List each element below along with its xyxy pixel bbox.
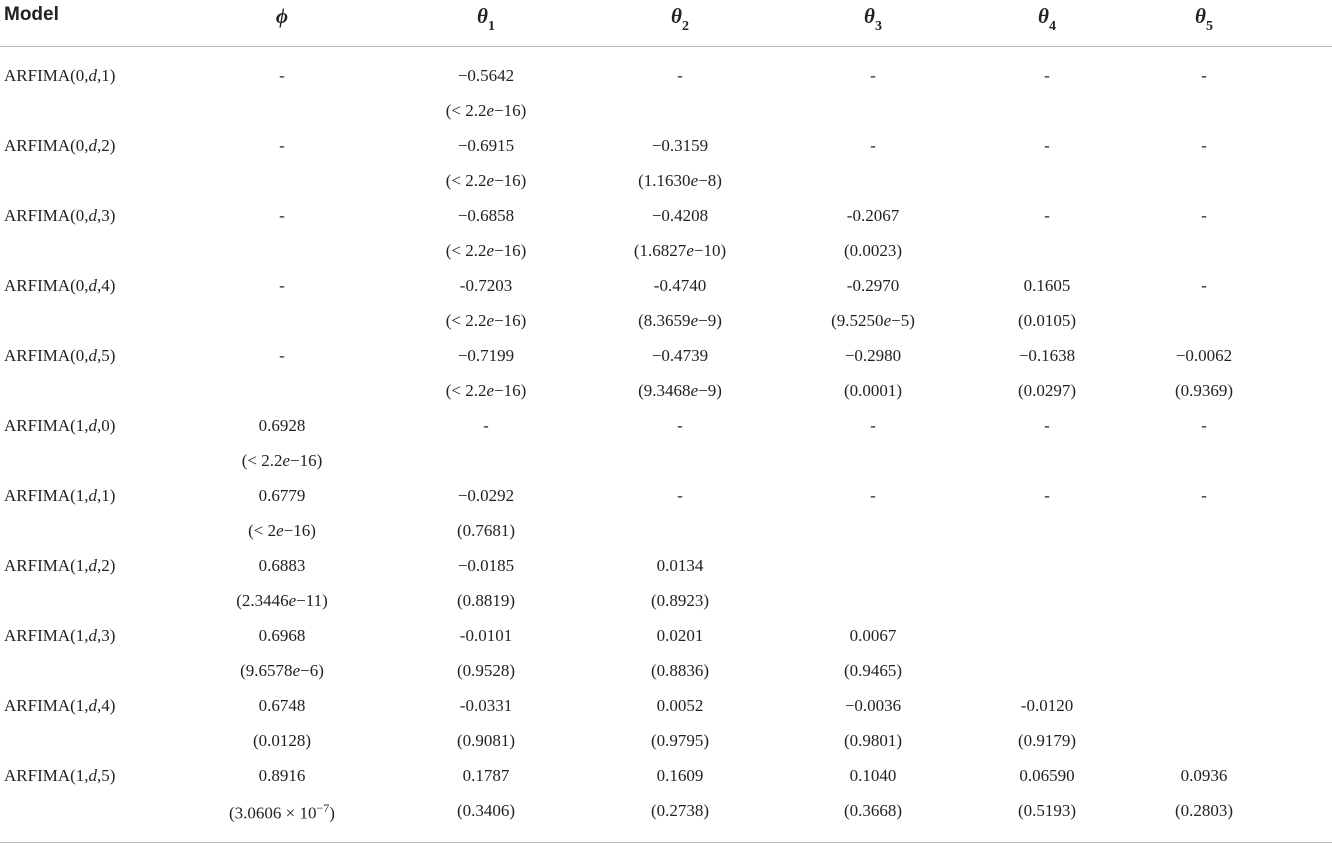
estimate-cell: - [1044, 206, 1050, 225]
row-model-label: ARFIMA(1,d,4) [4, 696, 116, 715]
estimate-cell: - [279, 276, 285, 295]
pvalue-cell: (0.0023) [843, 241, 903, 260]
row-model-label: ARFIMA(1,d,2) [4, 556, 116, 575]
estimate-cell: −0.0062 [1175, 346, 1233, 365]
pvalue-cell: (< 2.2e−16) [241, 451, 323, 470]
estimate-cell: - [279, 136, 285, 155]
estimate-cell: −0.0185 [457, 556, 515, 575]
estimate-cell: -0.0101 [459, 626, 513, 645]
pvalue-cell: (< 2e−16) [248, 521, 316, 540]
estimate-cell: 0.0067 [849, 626, 897, 645]
estimate-cell: −0.2980 [844, 346, 902, 365]
header-model: Model [4, 4, 59, 25]
estimate-cell: 0.8916 [258, 766, 306, 785]
header-rule [0, 46, 1332, 47]
pvalue-cell: (< 2.2e−16) [445, 171, 527, 190]
pvalue-cell: (0.8836) [650, 661, 710, 680]
estimate-cell: −0.0036 [844, 696, 902, 715]
estimate-cell: - [1044, 416, 1050, 435]
estimate-cell: - [870, 486, 876, 505]
estimate-cell: 0.0936 [1180, 766, 1228, 785]
row-model-label: ARFIMA(1,d,1) [4, 486, 116, 505]
estimate-cell: 0.1787 [462, 766, 510, 785]
estimate-cell: -0.0120 [1020, 696, 1074, 715]
estimate-cell: - [1044, 486, 1050, 505]
estimate-cell: 0.1040 [849, 766, 897, 785]
pvalue-cell: (0.0297) [1017, 381, 1077, 400]
estimate-cell: - [279, 66, 285, 85]
estimate-cell: 0.6928 [258, 416, 306, 435]
pvalue-cell: (0.5193) [1017, 801, 1077, 820]
pvalue-cell: (0.3406) [456, 801, 516, 820]
estimate-cell: 0.1609 [656, 766, 704, 785]
pvalue-cell: (0.8923) [650, 591, 710, 610]
pvalue-cell: (0.9369) [1174, 381, 1234, 400]
row-model-label: ARFIMA(0,d,5) [4, 346, 116, 365]
estimate-cell: −0.3159 [651, 136, 709, 155]
estimate-cell: - [1201, 206, 1207, 225]
estimate-cell: - [870, 66, 876, 85]
estimate-cell: - [1201, 66, 1207, 85]
pvalue-cell: (< 2.2e−16) [445, 381, 527, 400]
pvalue-cell: (0.0128) [252, 731, 312, 750]
estimate-cell: - [483, 416, 489, 435]
pvalue-cell: $(3.0606 \times 10^{-7})$ [229, 801, 335, 823]
header-theta-4: $\theta_4$ [1038, 4, 1056, 35]
pvalue-cell: (0.9795) [650, 731, 710, 750]
header-theta-2: $\theta_2$ [671, 4, 689, 35]
estimate-cell: - [677, 66, 683, 85]
estimate-cell: - [1201, 416, 1207, 435]
estimate-cell: −0.1638 [1018, 346, 1076, 365]
estimate-cell: −0.5642 [457, 66, 515, 85]
estimate-cell: - [870, 416, 876, 435]
pvalue-cell: (0.9801) [843, 731, 903, 750]
estimate-cell: 0.6968 [258, 626, 306, 645]
pvalue-cell: (< 2.2e−16) [445, 311, 527, 330]
row-model-label: ARFIMA(0,d,4) [4, 276, 116, 295]
table-header [0, 0, 1332, 36]
pvalue-cell: (2.3446e−11) [236, 591, 328, 610]
estimate-cell: −0.4208 [651, 206, 709, 225]
estimate-cell: 0.6748 [258, 696, 306, 715]
pvalue-cell: (9.3468e−9) [638, 381, 722, 400]
estimate-cell: - [1201, 276, 1207, 295]
pvalue-cell: (1.1630e−8) [638, 171, 722, 190]
pvalue-cell: (0.9465) [843, 661, 903, 680]
estimate-cell: - [1044, 66, 1050, 85]
estimate-cell: -0.2067 [846, 206, 900, 225]
estimate-cell: - [1201, 486, 1207, 505]
estimate-cell: - [677, 416, 683, 435]
pvalue-cell: (0.2803) [1174, 801, 1234, 820]
estimate-cell: −0.7199 [457, 346, 515, 365]
row-model-label: ARFIMA(1,d,3) [4, 626, 116, 645]
pvalue-cell: (9.5250e−5) [831, 311, 915, 330]
pvalue-cell: (< 2.2e−16) [445, 241, 527, 260]
row-model-label: ARFIMA(0,d,2) [4, 136, 116, 155]
estimate-cell: 0.6779 [258, 486, 306, 505]
estimate-cell: 0.0201 [656, 626, 704, 645]
estimate-cell: -0.0331 [459, 696, 513, 715]
estimate-cell: - [1201, 136, 1207, 155]
pvalue-cell: (1.6827e−10) [633, 241, 727, 260]
header-theta-3: $\theta_3$ [864, 4, 882, 35]
estimate-cell: 0.0052 [656, 696, 704, 715]
pvalue-cell: (0.7681) [456, 521, 516, 540]
estimate-cell: -0.2970 [846, 276, 900, 295]
header-theta-5: $\theta_5$ [1195, 4, 1213, 35]
pvalue-cell: (0.0001) [843, 381, 903, 400]
header-phi: ϕ [275, 4, 289, 28]
estimate-cell: 0.1605 [1023, 276, 1071, 295]
estimate-cell: -0.4740 [653, 276, 707, 295]
header-theta-1: $\theta_1$ [477, 4, 495, 35]
estimate-cell: - [677, 486, 683, 505]
pvalue-cell: (8.3659e−9) [638, 311, 722, 330]
bottom-rule [0, 842, 1332, 843]
estimate-cell: - [1044, 136, 1050, 155]
pvalue-cell: (0.9179) [1017, 731, 1077, 750]
estimate-cell: −0.6858 [457, 206, 515, 225]
estimate-cell: - [870, 136, 876, 155]
row-model-label: ARFIMA(0,d,1) [4, 66, 116, 85]
pvalue-cell: (0.8819) [456, 591, 516, 610]
estimate-cell: 0.06590 [1019, 766, 1075, 785]
estimate-cell: -0.7203 [459, 276, 513, 295]
pvalue-cell: (0.2738) [650, 801, 710, 820]
pvalue-cell: (< 2.2e−16) [445, 101, 527, 120]
pvalue-cell: (0.9081) [456, 731, 516, 750]
row-model-label: ARFIMA(1,d,5) [4, 766, 116, 785]
pvalue-cell: (0.9528) [456, 661, 516, 680]
row-model-label: ARFIMA(0,d,3) [4, 206, 116, 225]
estimate-cell: −0.4739 [651, 346, 709, 365]
estimate-cell: 0.0134 [656, 556, 704, 575]
row-model-label: ARFIMA(1,d,0) [4, 416, 116, 435]
estimate-cell: −0.6915 [457, 136, 515, 155]
estimate-cell: - [279, 346, 285, 365]
pvalue-cell: (0.3668) [843, 801, 903, 820]
pvalue-cell: (0.0105) [1017, 311, 1077, 330]
estimate-cell: 0.6883 [258, 556, 306, 575]
estimate-cell: - [279, 206, 285, 225]
pvalue-cell: (9.6578e−6) [240, 661, 324, 680]
estimate-cell: −0.0292 [457, 486, 515, 505]
